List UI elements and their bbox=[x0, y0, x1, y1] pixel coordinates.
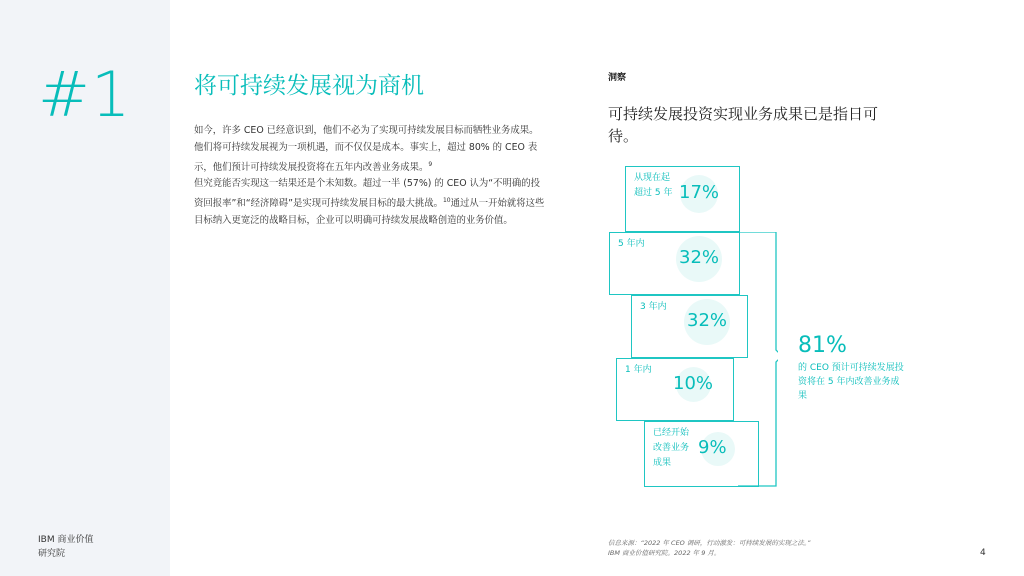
brand-logo-text bbox=[38, 533, 93, 561]
chart-value-label-3: 32% bbox=[687, 309, 728, 331]
brand-line-2: 研究院 bbox=[38, 549, 66, 559]
bracket-icon bbox=[738, 232, 778, 487]
chart-category-label-1: 从现在起 超过 5 年 bbox=[634, 173, 673, 198]
chart-category-label-2: 5 年内 bbox=[618, 239, 645, 249]
insight-label: 洞察 bbox=[608, 73, 627, 83]
source-citation: 信息来源：“2022 年 CEO 调研，行动激发：可持续发展的实现之法。” IBM 商业价值研究院。2022 年 9 月。 bbox=[608, 539, 811, 557]
chart-value-label-4: 10% bbox=[673, 372, 714, 394]
chart-category-label-3: 3 年内 bbox=[640, 302, 667, 312]
body-paragraph-2: 但究竟能否实现这一结果还是个未知数。超过一半 (57%) 的 CEO 认为“不明确的投资回报率”和“经济障碍”是实现可持续发展目标的最大挑战。$^{10}$通过从一开始就将这些目标纳入更宽泛的战略目标，企业可以明确可持续发展战略创造的业务价值。 bbox=[194, 178, 545, 227]
summary-text: 的 CEO 预计可持续发展投资将在 5 年内改善业务成果 bbox=[798, 363, 904, 401]
chart-bar-1 bbox=[625, 166, 740, 232]
brand-line-1: IBM 商业价值 bbox=[38, 535, 94, 545]
page-title: 将可持续发展视为商机 bbox=[194, 73, 424, 99]
chart-value-label-5: 9% bbox=[698, 437, 727, 458]
chart-value-label-1: 17% bbox=[679, 182, 720, 203]
chart-value-label-2: 32% bbox=[679, 246, 720, 268]
chart-bar-2 bbox=[609, 232, 740, 295]
section-number: #1 bbox=[38, 58, 132, 131]
page-number: 4 bbox=[980, 548, 986, 558]
chart-bar-3 bbox=[631, 295, 748, 358]
summary-percentage: 81% bbox=[798, 333, 847, 358]
footnote-ref-9[interactable]: 9 bbox=[428, 161, 433, 168]
chart-bar-4 bbox=[616, 358, 734, 421]
chart-category-label-4: 1 年内 bbox=[625, 365, 652, 375]
body-paragraph-1: 如今，许多 CEO 已经意识到，他们不必为了实现可持续发展目标而牺牲业务成果。他们将可持续发展视为一项机遇，而不仅仅是成本。事实上，超过 80% 的 CEO 表示，他们预计可持续发展投资将在五年内改善业务成果。$^9$ bbox=[194, 125, 539, 174]
insight-title: 可持续发展投资实现业务成果已是指日可待。 bbox=[608, 105, 879, 145]
footnote-ref-10[interactable]: 10 bbox=[442, 197, 451, 204]
chart-category-label-5: 已经开始 改善业务 成果 bbox=[653, 428, 690, 468]
